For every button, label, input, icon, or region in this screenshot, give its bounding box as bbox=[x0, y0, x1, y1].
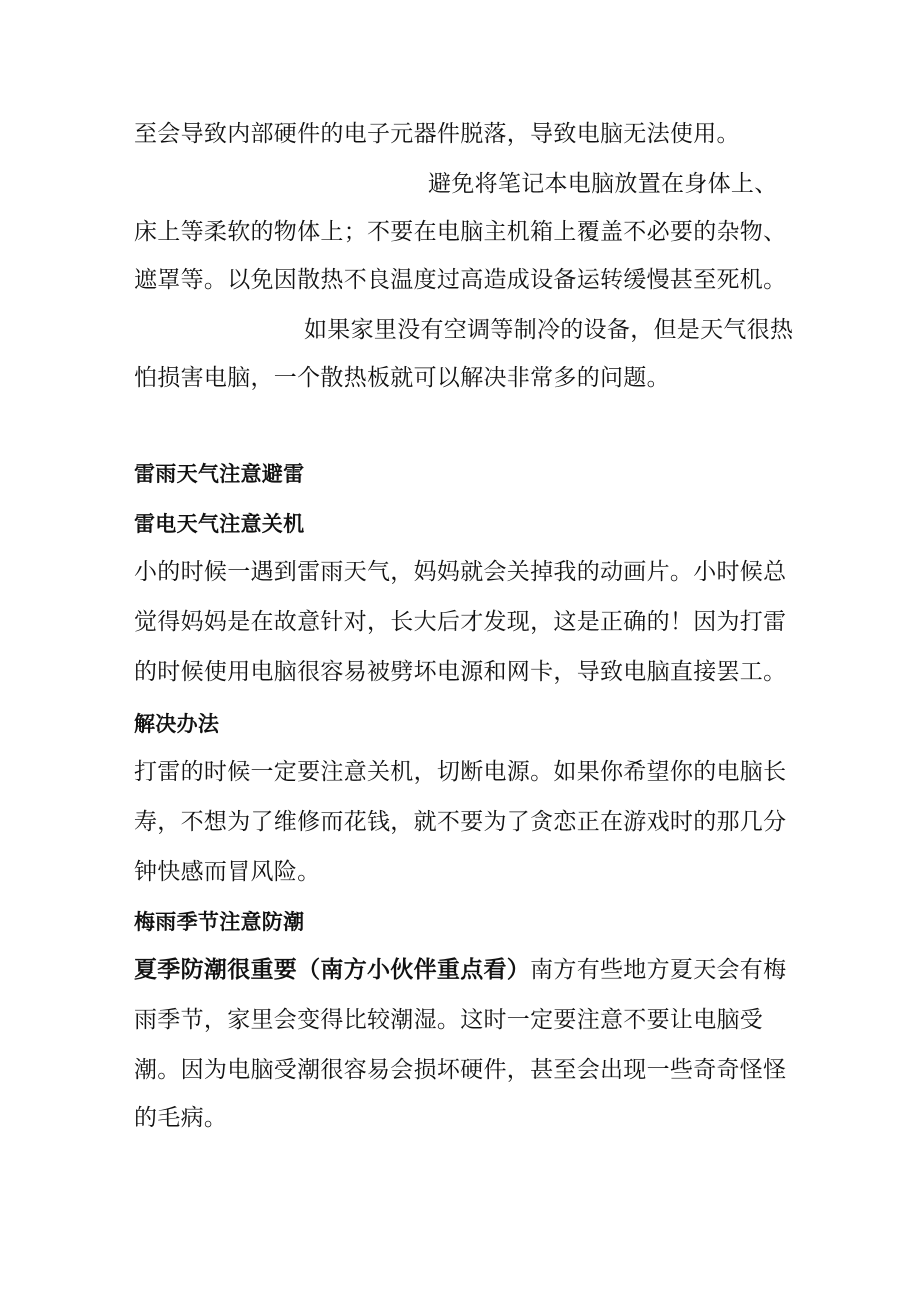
solution-heading: 解决办法 bbox=[134, 712, 220, 736]
rainy-lead-rest: 南方有些地方夏天会有梅 bbox=[530, 957, 787, 983]
rainy-bold-lead: 夏季防潮很重要（南方小伙伴重点看） bbox=[134, 957, 531, 983]
solution-line-3: 钟快感而冒风险。 bbox=[134, 859, 321, 885]
rainy-body-line-2: 潮。因为电脑受潮很容易会损坏硬件，甚至会出现一些奇奇怪怪 bbox=[134, 1057, 787, 1083]
thunder-body-line-1: 小的时候一遇到雷雨天气，妈妈就会关掉我的动画片。小时候总 bbox=[134, 559, 787, 585]
intro-line-2: 避免将笔记本电脑放置在身体上、 bbox=[428, 171, 778, 197]
intro-line-5: 如果家里没有空调等制冷的设备，但是天气很热 bbox=[304, 317, 794, 343]
thunder-heading: 雷雨天气注意避雷 bbox=[134, 462, 305, 486]
rainy-lead-line bbox=[134, 954, 786, 986]
thunder-body-line-2: 觉得妈妈是在故意针对，长大后才发现，这是正确的！因为打雷 bbox=[134, 609, 787, 635]
intro-line-1: 至会导致内部硬件的电子元器件脱落，导致电脑无法使用。 bbox=[134, 121, 740, 147]
solution-line-2: 寿，不想为了维修而花钱，就不要为了贪恋正在游戏时的那几分 bbox=[134, 809, 787, 835]
rainy-body-line-3: 的毛病。 bbox=[134, 1105, 228, 1131]
rainy-body-line-1: 雨季节，家里会变得比较潮湿。这时一定要注意不要让电脑受 bbox=[134, 1007, 764, 1033]
intro-line-3: 床上等柔软的物体上；不要在电脑主机箱上覆盖不必要的杂物、 bbox=[134, 219, 787, 245]
rainy-heading: 梅雨季节注意防潮 bbox=[134, 910, 305, 934]
intro-line-4: 遮罩等。以免因散热不良温度过高造成设备运转缓慢甚至死机。 bbox=[134, 267, 787, 293]
thunder-subheading: 雷电天气注意关机 bbox=[134, 512, 305, 536]
solution-line-1: 打雷的时候一定要注意关机，切断电源。如果你希望你的电脑长 bbox=[134, 759, 787, 785]
thunder-body-line-3: 的时候使用电脑很容易被劈坏电源和网卡，导致电脑直接罢工。 bbox=[134, 659, 787, 685]
intro-line-6: 怕损害电脑，一个散热板就可以解决非常多的问题。 bbox=[134, 365, 670, 391]
